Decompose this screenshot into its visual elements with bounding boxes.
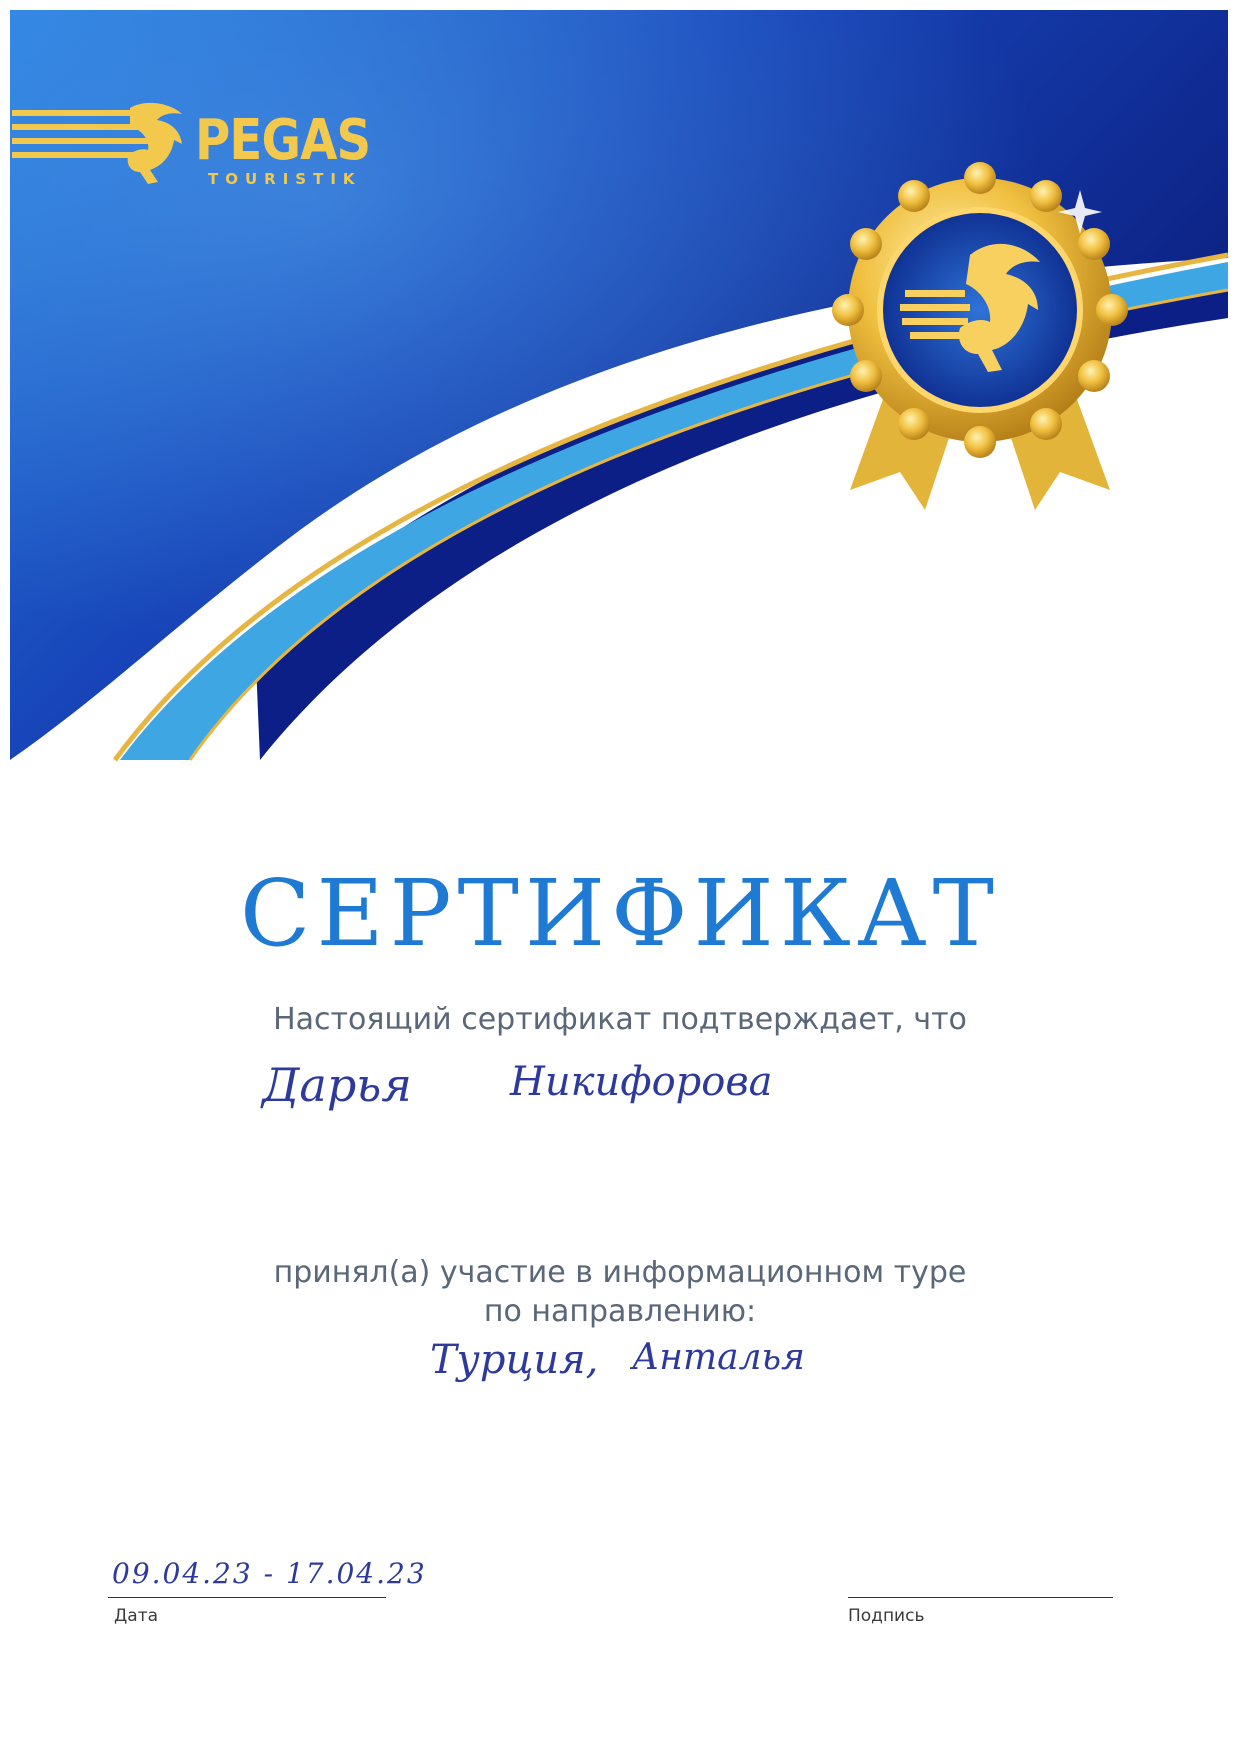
direction-label: по направлению: bbox=[483, 1294, 757, 1329]
participation-text: принял(а) участие в информационном туре bbox=[273, 1255, 967, 1290]
direction-city: Анталья bbox=[632, 1337, 805, 1378]
date-label: Дата bbox=[114, 1606, 159, 1626]
logo-subtitle: TOURISTIK bbox=[208, 170, 362, 188]
pegasus-emblem-icon bbox=[12, 100, 202, 190]
date-line bbox=[108, 1597, 386, 1598]
pegas-logo bbox=[12, 100, 392, 200]
direction-country: Турция, bbox=[430, 1337, 599, 1383]
recipient-last-name: Никифорова bbox=[510, 1059, 773, 1105]
signature-label: Подпись bbox=[848, 1606, 925, 1626]
logo-wordmark: PEGAS bbox=[195, 108, 371, 173]
tour-dates: 09.04.23 - 17.04.23 bbox=[112, 1557, 427, 1590]
gold-medal-icon bbox=[830, 160, 1130, 520]
certificate-title: СЕРТИФИКАТ bbox=[240, 860, 1000, 967]
confirmation-text: Настоящий сертификат подтверждает, что bbox=[273, 1002, 967, 1037]
signature-line bbox=[848, 1597, 1113, 1598]
recipient-first-name: Дарья bbox=[262, 1058, 412, 1112]
